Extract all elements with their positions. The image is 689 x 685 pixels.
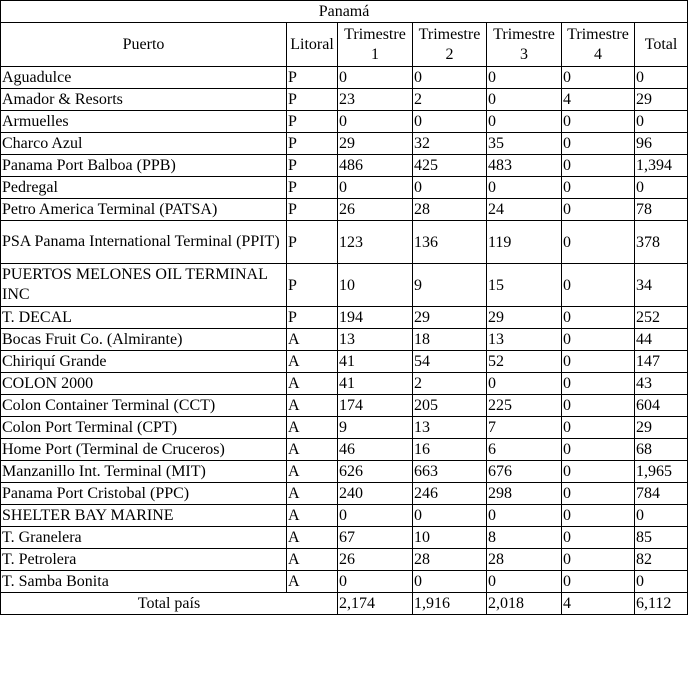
cell-total: 604	[635, 395, 688, 417]
cell-trimestre-3: 225	[487, 395, 562, 417]
table-row	[1, 417, 688, 439]
table-row	[1, 177, 688, 199]
cell-puerto: Bocas Fruit Co. (Almirante)	[1, 329, 287, 351]
cell-puerto: Panama Port Cristobal (PPC)	[1, 483, 287, 505]
cell-trimestre-1: 0	[338, 571, 413, 593]
cell-trimestre-4: 0	[562, 111, 635, 133]
cell-total: 96	[635, 133, 688, 155]
cell-litoral: A	[287, 351, 338, 373]
cell-total: 0	[635, 67, 688, 89]
table-row	[1, 111, 688, 133]
cell-trimestre-2: 246	[413, 483, 487, 505]
cell-litoral: A	[287, 571, 338, 593]
table-row	[1, 264, 688, 307]
table-row	[1, 373, 688, 395]
table-row	[1, 483, 688, 505]
header-trimestre-3: Trimestre 3	[487, 23, 562, 67]
cell-trimestre-2: 136	[413, 221, 487, 264]
cell-litoral: P	[287, 199, 338, 221]
cell-puerto: Charco Azul	[1, 133, 287, 155]
cell-trimestre-4: 0	[562, 133, 635, 155]
cell-puerto: T. DECAL	[1, 307, 287, 329]
cell-litoral: A	[287, 417, 338, 439]
cell-total: 43	[635, 373, 688, 395]
table-row	[1, 395, 688, 417]
cell-trimestre-4: 0	[562, 221, 635, 264]
cell-trimestre-3: 0	[487, 505, 562, 527]
cell-trimestre-2: 0	[413, 67, 487, 89]
cell-litoral: A	[287, 329, 338, 351]
cell-litoral: A	[287, 505, 338, 527]
table-row	[1, 199, 688, 221]
cell-trimestre-4: 0	[562, 329, 635, 351]
cell-trimestre-2: 18	[413, 329, 487, 351]
cell-trimestre-1: 10	[338, 264, 413, 307]
cell-puerto: COLON 2000	[1, 373, 287, 395]
total-trimestre-1: 2,174	[338, 593, 413, 615]
header-row	[1, 23, 688, 67]
cell-trimestre-4: 0	[562, 571, 635, 593]
cell-trimestre-4: 0	[562, 549, 635, 571]
cell-litoral: P	[287, 67, 338, 89]
cell-litoral: A	[287, 483, 338, 505]
cell-trimestre-4: 0	[562, 461, 635, 483]
cell-total: 29	[635, 89, 688, 111]
cell-trimestre-1: 240	[338, 483, 413, 505]
cell-trimestre-1: 486	[338, 155, 413, 177]
cell-total: 85	[635, 527, 688, 549]
cell-trimestre-3: 483	[487, 155, 562, 177]
cell-trimestre-4: 0	[562, 439, 635, 461]
cell-total: 378	[635, 221, 688, 264]
cell-litoral: A	[287, 549, 338, 571]
cell-trimestre-2: 0	[413, 177, 487, 199]
cell-trimestre-3: 0	[487, 67, 562, 89]
cell-trimestre-1: 26	[338, 549, 413, 571]
cell-trimestre-3: 52	[487, 351, 562, 373]
cell-trimestre-1: 0	[338, 177, 413, 199]
cell-trimestre-4: 0	[562, 483, 635, 505]
cell-trimestre-2: 32	[413, 133, 487, 155]
cell-trimestre-1: 0	[338, 67, 413, 89]
cell-trimestre-1: 13	[338, 329, 413, 351]
cell-trimestre-3: 15	[487, 264, 562, 307]
cell-trimestre-3: 0	[487, 571, 562, 593]
cell-trimestre-4: 4	[562, 89, 635, 111]
cell-trimestre-1: 29	[338, 133, 413, 155]
cell-total: 147	[635, 351, 688, 373]
cell-puerto: PSA Panama International Terminal (PPIT)	[1, 221, 287, 264]
total-grand: 6,112	[635, 593, 688, 615]
cell-trimestre-1: 41	[338, 373, 413, 395]
cell-trimestre-2: 663	[413, 461, 487, 483]
cell-trimestre-4: 0	[562, 155, 635, 177]
cell-puerto: Armuelles	[1, 111, 287, 133]
cell-trimestre-3: 0	[487, 177, 562, 199]
cell-puerto: SHELTER BAY MARINE	[1, 505, 287, 527]
cell-trimestre-3: 7	[487, 417, 562, 439]
cell-total: 1,394	[635, 155, 688, 177]
cell-total: 0	[635, 571, 688, 593]
cell-total: 34	[635, 264, 688, 307]
cell-trimestre-2: 205	[413, 395, 487, 417]
table-body	[1, 67, 688, 593]
cell-litoral: A	[287, 461, 338, 483]
cell-trimestre-3: 298	[487, 483, 562, 505]
cell-trimestre-1: 174	[338, 395, 413, 417]
cell-puerto: Colon Container Terminal (CCT)	[1, 395, 287, 417]
cell-puerto: Chiriquí Grande	[1, 351, 287, 373]
total-label: Total país	[1, 593, 338, 615]
header-trimestre-1: Trimestre 1	[338, 23, 413, 67]
cell-litoral: P	[287, 89, 338, 111]
table-title: Panamá	[1, 1, 688, 23]
header-litoral: Litoral	[287, 23, 338, 67]
cell-litoral: A	[287, 439, 338, 461]
cell-trimestre-2: 13	[413, 417, 487, 439]
cell-trimestre-1: 0	[338, 505, 413, 527]
cell-trimestre-2: 28	[413, 549, 487, 571]
table-row	[1, 89, 688, 111]
cell-trimestre-3: 13	[487, 329, 562, 351]
cell-total: 29	[635, 417, 688, 439]
cell-puerto: Aguadulce	[1, 67, 287, 89]
total-row	[1, 593, 688, 615]
cell-litoral: A	[287, 395, 338, 417]
header-total: Total	[635, 23, 688, 67]
table-row	[1, 155, 688, 177]
cell-trimestre-4: 0	[562, 527, 635, 549]
cell-trimestre-3: 119	[487, 221, 562, 264]
cell-trimestre-1: 9	[338, 417, 413, 439]
cell-trimestre-2: 10	[413, 527, 487, 549]
cell-trimestre-2: 2	[413, 373, 487, 395]
cell-trimestre-4: 0	[562, 307, 635, 329]
cell-trimestre-3: 35	[487, 133, 562, 155]
table-row	[1, 221, 688, 264]
cell-trimestre-1: 41	[338, 351, 413, 373]
cell-litoral: P	[287, 111, 338, 133]
cell-trimestre-1: 123	[338, 221, 413, 264]
cell-trimestre-3: 6	[487, 439, 562, 461]
table-row	[1, 351, 688, 373]
cell-trimestre-1: 67	[338, 527, 413, 549]
cell-trimestre-2: 0	[413, 571, 487, 593]
cell-trimestre-2: 9	[413, 264, 487, 307]
cell-litoral: P	[287, 155, 338, 177]
cell-litoral: A	[287, 527, 338, 549]
cell-total: 0	[635, 111, 688, 133]
total-trimestre-2: 1,916	[413, 593, 487, 615]
cell-trimestre-1: 626	[338, 461, 413, 483]
cell-trimestre-2: 0	[413, 505, 487, 527]
cell-trimestre-4: 0	[562, 351, 635, 373]
table-row	[1, 527, 688, 549]
cell-litoral: P	[287, 264, 338, 307]
cell-trimestre-4: 0	[562, 395, 635, 417]
cell-trimestre-3: 0	[487, 373, 562, 395]
cell-total: 784	[635, 483, 688, 505]
cell-puerto: PUERTOS MELONES OIL TERMINAL INC	[1, 264, 287, 307]
cell-trimestre-1: 26	[338, 199, 413, 221]
cell-trimestre-1: 46	[338, 439, 413, 461]
cell-trimestre-2: 0	[413, 111, 487, 133]
table-row	[1, 67, 688, 89]
cell-puerto: T. Samba Bonita	[1, 571, 287, 593]
cell-trimestre-3: 24	[487, 199, 562, 221]
cell-litoral: P	[287, 307, 338, 329]
cell-puerto: Pedregal	[1, 177, 287, 199]
cell-trimestre-2: 54	[413, 351, 487, 373]
table-row	[1, 307, 688, 329]
cell-trimestre-2: 2	[413, 89, 487, 111]
cell-trimestre-3: 676	[487, 461, 562, 483]
cell-litoral: A	[287, 373, 338, 395]
cell-litoral: P	[287, 133, 338, 155]
cell-total: 44	[635, 329, 688, 351]
cell-trimestre-3: 29	[487, 307, 562, 329]
cell-puerto: Home Port (Terminal de Cruceros)	[1, 439, 287, 461]
header-puerto: Puerto	[1, 23, 287, 67]
cell-trimestre-3: 0	[487, 111, 562, 133]
cell-trimestre-4: 0	[562, 67, 635, 89]
cell-total: 82	[635, 549, 688, 571]
cell-litoral: P	[287, 221, 338, 264]
cell-trimestre-2: 16	[413, 439, 487, 461]
cell-total: 1,965	[635, 461, 688, 483]
cell-trimestre-1: 0	[338, 111, 413, 133]
cell-puerto: Colon Port Terminal (CPT)	[1, 417, 287, 439]
cell-trimestre-2: 425	[413, 155, 487, 177]
cell-total: 78	[635, 199, 688, 221]
cell-total: 68	[635, 439, 688, 461]
cell-puerto: Amador & Resorts	[1, 89, 287, 111]
table-row	[1, 505, 688, 527]
cell-total: 252	[635, 307, 688, 329]
table-row	[1, 549, 688, 571]
cell-puerto: Manzanillo Int. Terminal (MIT)	[1, 461, 287, 483]
cell-puerto: T. Granelera	[1, 527, 287, 549]
title-row	[1, 1, 688, 23]
cell-trimestre-3: 0	[487, 89, 562, 111]
cell-total: 0	[635, 505, 688, 527]
cell-puerto: Petro America Terminal (PATSA)	[1, 199, 287, 221]
cell-litoral: P	[287, 177, 338, 199]
table-row	[1, 133, 688, 155]
table-row	[1, 329, 688, 351]
cell-trimestre-4: 0	[562, 417, 635, 439]
cell-trimestre-3: 28	[487, 549, 562, 571]
cell-puerto: T. Petrolera	[1, 549, 287, 571]
cell-puerto: Panama Port Balboa (PPB)	[1, 155, 287, 177]
cell-total: 0	[635, 177, 688, 199]
header-trimestre-4: Trimestre 4	[562, 23, 635, 67]
cell-trimestre-1: 194	[338, 307, 413, 329]
cell-trimestre-4: 0	[562, 177, 635, 199]
total-trimestre-4: 4	[562, 593, 635, 615]
header-trimestre-2: Trimestre 2	[413, 23, 487, 67]
cell-trimestre-4: 0	[562, 505, 635, 527]
cell-trimestre-1: 23	[338, 89, 413, 111]
table-row	[1, 571, 688, 593]
table-row	[1, 461, 688, 483]
total-trimestre-3: 2,018	[487, 593, 562, 615]
cell-trimestre-4: 0	[562, 199, 635, 221]
cell-trimestre-3: 8	[487, 527, 562, 549]
cell-trimestre-2: 29	[413, 307, 487, 329]
cell-trimestre-2: 28	[413, 199, 487, 221]
cell-trimestre-4: 0	[562, 264, 635, 307]
cell-trimestre-4: 0	[562, 373, 635, 395]
table-row	[1, 439, 688, 461]
